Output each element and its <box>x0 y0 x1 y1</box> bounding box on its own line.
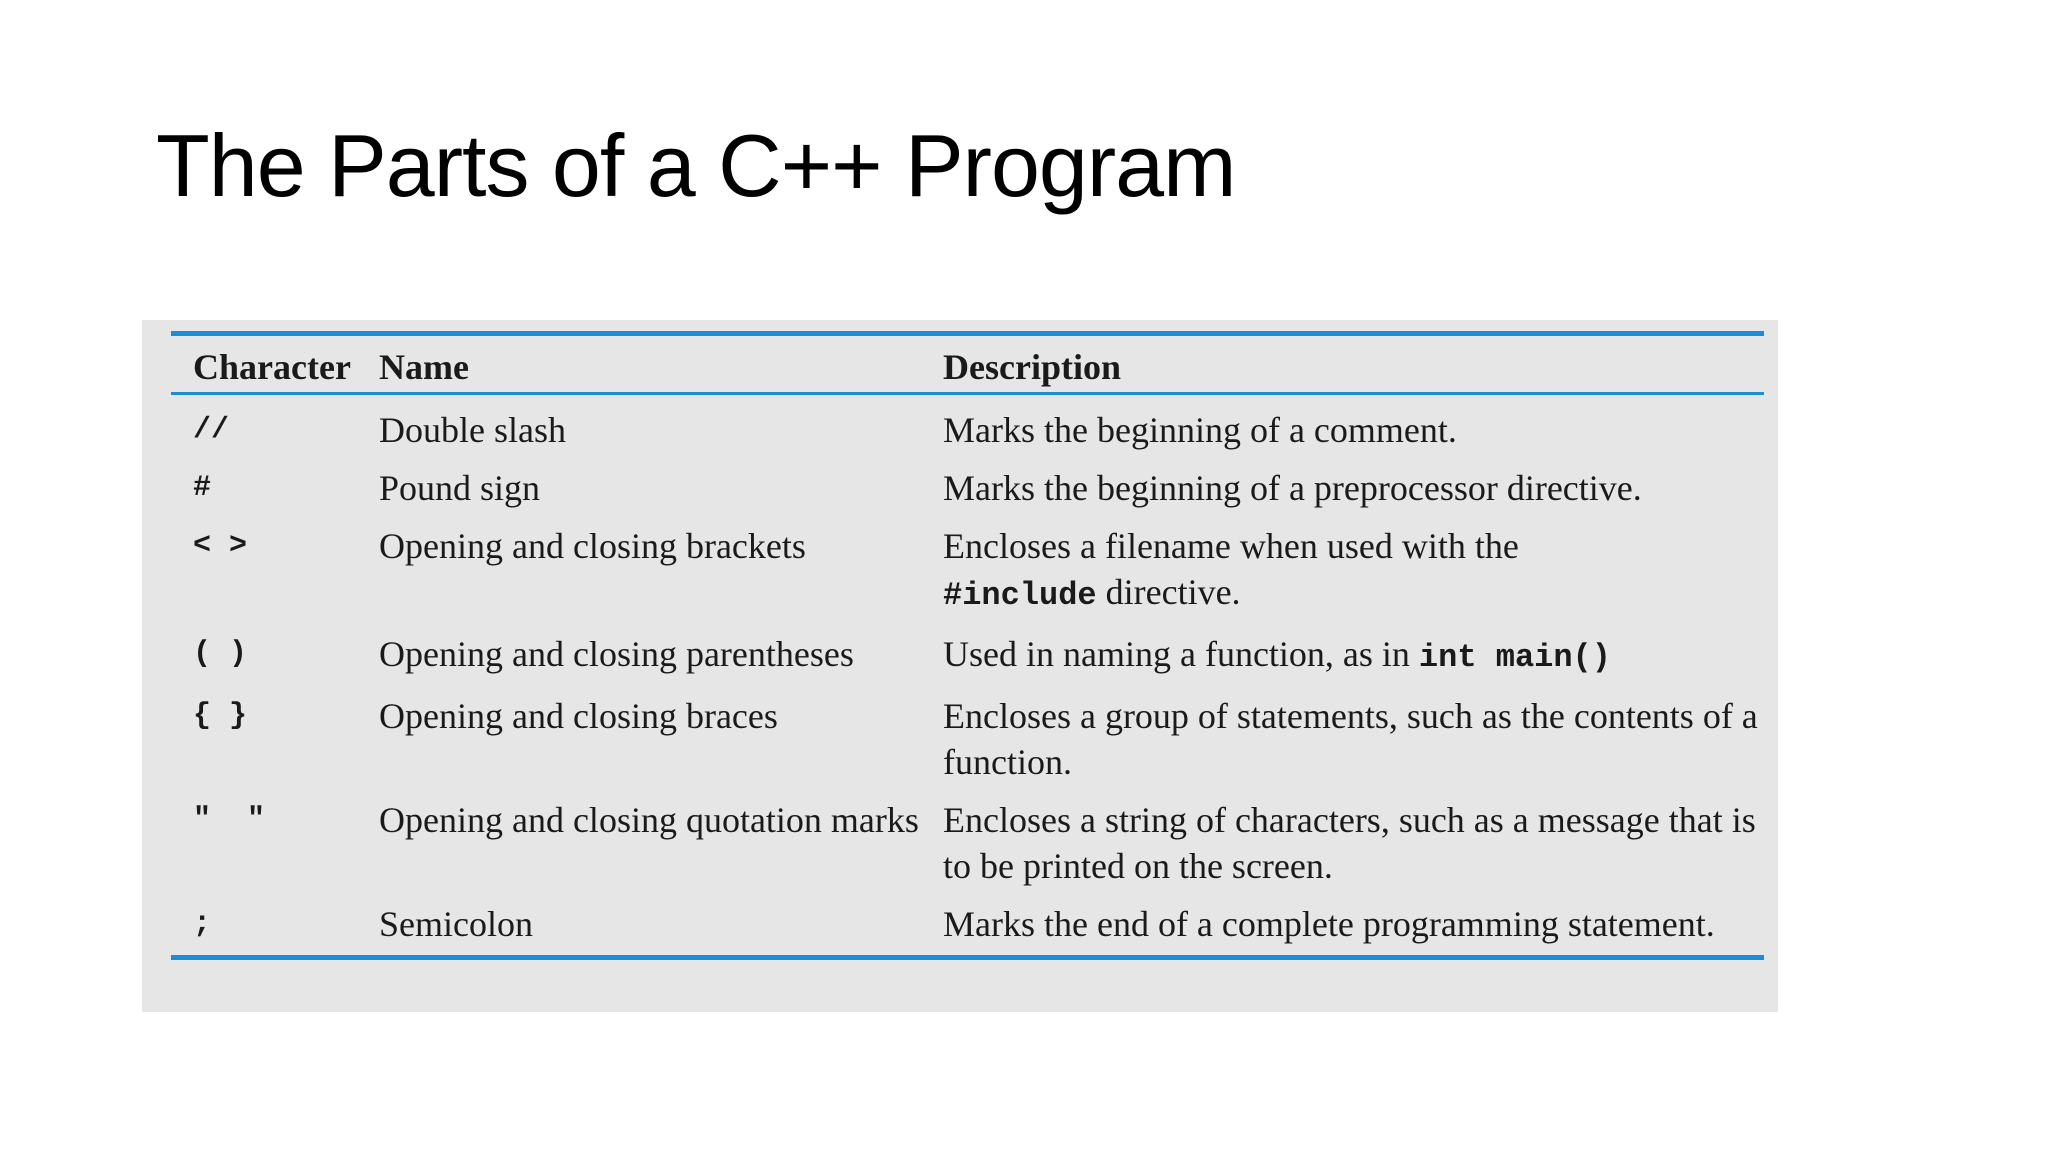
name-cell: Opening and closing quotation marks <box>379 800 919 840</box>
main-code: int main() <box>1418 639 1611 676</box>
table-row <box>171 394 1764 458</box>
table-panel <box>142 320 1778 1012</box>
description-cell <box>943 515 1764 623</box>
table-row <box>171 623 1764 685</box>
table-row <box>171 893 1764 958</box>
description-tail: directive. <box>1096 572 1241 612</box>
name-cell: Pound sign <box>379 468 541 508</box>
header-description: Description <box>943 334 1764 394</box>
description-cell: Marks the beginning of a comment. <box>943 410 1457 450</box>
header-character: Character <box>171 334 379 394</box>
include-code: #include <box>943 577 1097 614</box>
description-cell <box>943 623 1764 685</box>
character-cell: ; <box>193 907 212 941</box>
character-cell: { } <box>193 699 248 733</box>
character-cell: ( ) <box>193 637 248 671</box>
table-row <box>171 457 1764 515</box>
character-cell: // <box>193 413 230 447</box>
slide-title: The Parts of a C++ Program <box>156 116 1236 215</box>
name-cell: Opening and closing braces <box>379 696 778 736</box>
description-cell: Marks the end of a complete programming statement. <box>943 904 1715 944</box>
table-header-row <box>171 334 1764 394</box>
name-cell: Semicolon <box>379 904 533 944</box>
table-wrap <box>171 331 1764 960</box>
name-cell: Double slash <box>379 410 566 450</box>
character-cell: < > <box>193 529 248 563</box>
table-row <box>171 685 1764 789</box>
description-text: Used in naming a function, as in <box>943 634 1419 674</box>
character-cell: # <box>193 471 212 505</box>
table-row <box>171 789 1764 893</box>
name-cell: Opening and closing brackets <box>379 526 806 566</box>
special-characters-table <box>171 331 1764 960</box>
description-cell: Encloses a group of statements, such as the contents of a function. <box>943 696 1758 782</box>
name-cell: Opening and closing parentheses <box>379 634 854 674</box>
description-cell: Marks the beginning of a preprocessor directive. <box>943 468 1642 508</box>
character-cell: " " <box>193 803 266 837</box>
description-text: Encloses a filename when used with the <box>943 526 1519 566</box>
header-name: Name <box>379 334 943 394</box>
table-row <box>171 515 1764 623</box>
description-cell: Encloses a string of characters, such as a message that is to be printed on the screen. <box>943 800 1756 886</box>
